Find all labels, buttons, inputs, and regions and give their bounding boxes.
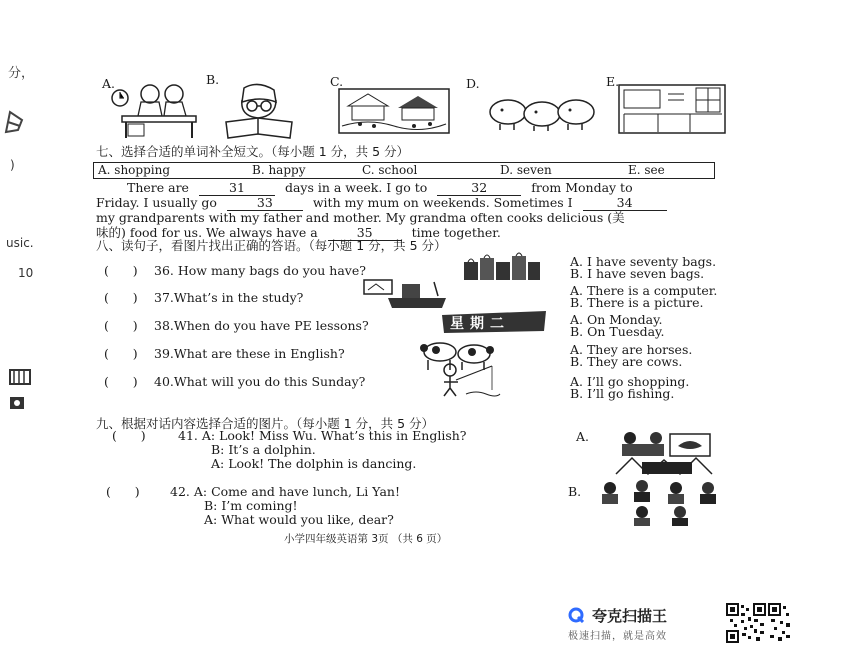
option-40-b: B. I’ll go fishing.: [570, 386, 675, 401]
picture-school-scene: [338, 88, 450, 134]
answer-paren-36[interactable]: ( ): [104, 263, 138, 278]
picture-option-b-label: B.: [568, 484, 582, 499]
option-38-b: B. On Tuesday.: [570, 324, 665, 339]
answer-paren-37[interactable]: ( ): [104, 290, 138, 305]
picture-label-e: E.: [606, 74, 620, 89]
question-38: 38.When do you have PE lessons?: [154, 318, 369, 333]
picture-label-c: C.: [330, 74, 344, 89]
section9-title: 九、根据对话内容选择合适的图片。（每小题 1 分，共 5 分）: [96, 416, 435, 431]
word-option-e: E. see: [628, 163, 665, 177]
qr-code-icon: [768, 603, 792, 643]
scanner-name: 夸克扫描王: [592, 607, 668, 625]
picture-bags: [460, 248, 544, 284]
passage-text: 味的) food for us. We always have a: [96, 225, 318, 240]
passage-line-1: [127, 180, 633, 196]
option-37-a: A. There is a computer.: [570, 283, 718, 298]
question-37: 37.What’s in the study?: [154, 290, 304, 305]
picture-option-a-label: A.: [576, 429, 590, 444]
section7-word-box: [93, 162, 715, 179]
margin-usic: usic.: [6, 236, 34, 250]
passage-text: from Monday to: [531, 180, 633, 195]
calendar-text: 星期二: [450, 316, 510, 332]
word-option-b: B. happy: [252, 163, 306, 177]
dialogue-41-line-1: 41. A: Look! Miss Wu. What’s this in English?: [178, 428, 467, 443]
picture-calendar-tuesday: [440, 309, 548, 335]
picture-fishing: [436, 362, 502, 398]
passage-line-3: my grandparents with my father and mother. My grandma often cooks delicious (美: [96, 210, 625, 225]
section8-title: 八、读句子，看图片找出正确的答语。（每小题 1 分，共 5 分）: [96, 238, 447, 253]
dialogue-42-line-1: 42. A: Come and have lunch, Li Yan!: [170, 484, 400, 499]
margin-shape-1: [4, 108, 26, 134]
picture-label-b: B.: [206, 72, 220, 87]
picture-sheep: [486, 94, 598, 132]
passage-text: time together.: [411, 225, 501, 240]
picture-kitchen: [618, 84, 726, 134]
margin-shape-3: [8, 394, 30, 412]
blank-32[interactable]: 32: [437, 180, 521, 196]
dialogue-42-line-3: A: What would you like, dear?: [204, 512, 394, 527]
picture-children-at-desk: [108, 80, 200, 140]
option-39-a: A. They are horses.: [570, 342, 693, 357]
picture-boy-reading: [220, 82, 298, 140]
blank-35[interactable]: 35: [328, 225, 402, 241]
page-footer: 小学四年级英语第 3页 （共 6 页）: [284, 533, 448, 545]
word-option-c: C. school: [362, 163, 418, 177]
passage-text: There are: [127, 180, 189, 195]
dialogue-41-line-3: A: Look! The dolphin is dancing.: [211, 456, 417, 471]
margin-number: 10: [18, 266, 34, 280]
margin-fen: 分，: [8, 66, 35, 81]
picture-label-a: A.: [102, 76, 116, 91]
option-40-a: A. I’ll go shopping.: [570, 374, 690, 389]
picture-study: [358, 278, 458, 312]
option-39-b: B. They are cows.: [570, 354, 683, 369]
passage-text: Friday. I usually go: [96, 195, 217, 210]
picture-label-d: D.: [466, 76, 480, 91]
answer-paren-42[interactable]: ( ): [106, 484, 140, 499]
margin-paren: ): [10, 158, 15, 172]
answer-paren-38[interactable]: ( ): [104, 318, 138, 333]
question-40: 40.What will you do this Sunday?: [154, 374, 366, 389]
option-36-b: B. I have seven bags.: [570, 266, 705, 281]
question-39: 39.What are these in English?: [154, 346, 345, 361]
picture-aquarium-visit: [612, 428, 724, 478]
blank-33[interactable]: 33: [227, 195, 303, 211]
blank-31[interactable]: 31: [199, 180, 275, 196]
section7-title: 七、选择合适的单词补全短文。（每小题 1 分，共 5 分）: [96, 144, 410, 159]
dialogue-42-line-2: B: I’m coming!: [204, 498, 298, 513]
option-36-a: A. I have seventy bags.: [570, 254, 717, 269]
blank-34[interactable]: 34: [583, 195, 667, 211]
passage-text: days in a week. I go to: [284, 180, 428, 195]
passage-line-2: [96, 195, 673, 211]
passage-text: with my mum on weekends. Sometimes I: [312, 195, 573, 210]
question-36: 36. How many bags do you have?: [154, 263, 366, 278]
scanner-logo: [568, 607, 584, 623]
picture-people-eating: [598, 478, 726, 528]
answer-paren-41[interactable]: ( ): [112, 428, 146, 443]
word-option-d: D. seven: [500, 163, 552, 177]
dialogue-41-line-2: B: It’s a dolphin.: [211, 442, 316, 457]
answer-paren-40[interactable]: ( ): [104, 374, 138, 389]
answer-paren-39[interactable]: ( ): [104, 346, 138, 361]
scanner-slogan: 极速扫描，就是高效: [568, 631, 667, 642]
word-option-a: A. shopping: [98, 163, 171, 177]
margin-shape-2: [8, 366, 34, 388]
option-37-b: B. There is a picture.: [570, 295, 704, 310]
option-38-a: A. On Monday.: [570, 312, 663, 327]
qr-code-icon: [726, 603, 766, 643]
